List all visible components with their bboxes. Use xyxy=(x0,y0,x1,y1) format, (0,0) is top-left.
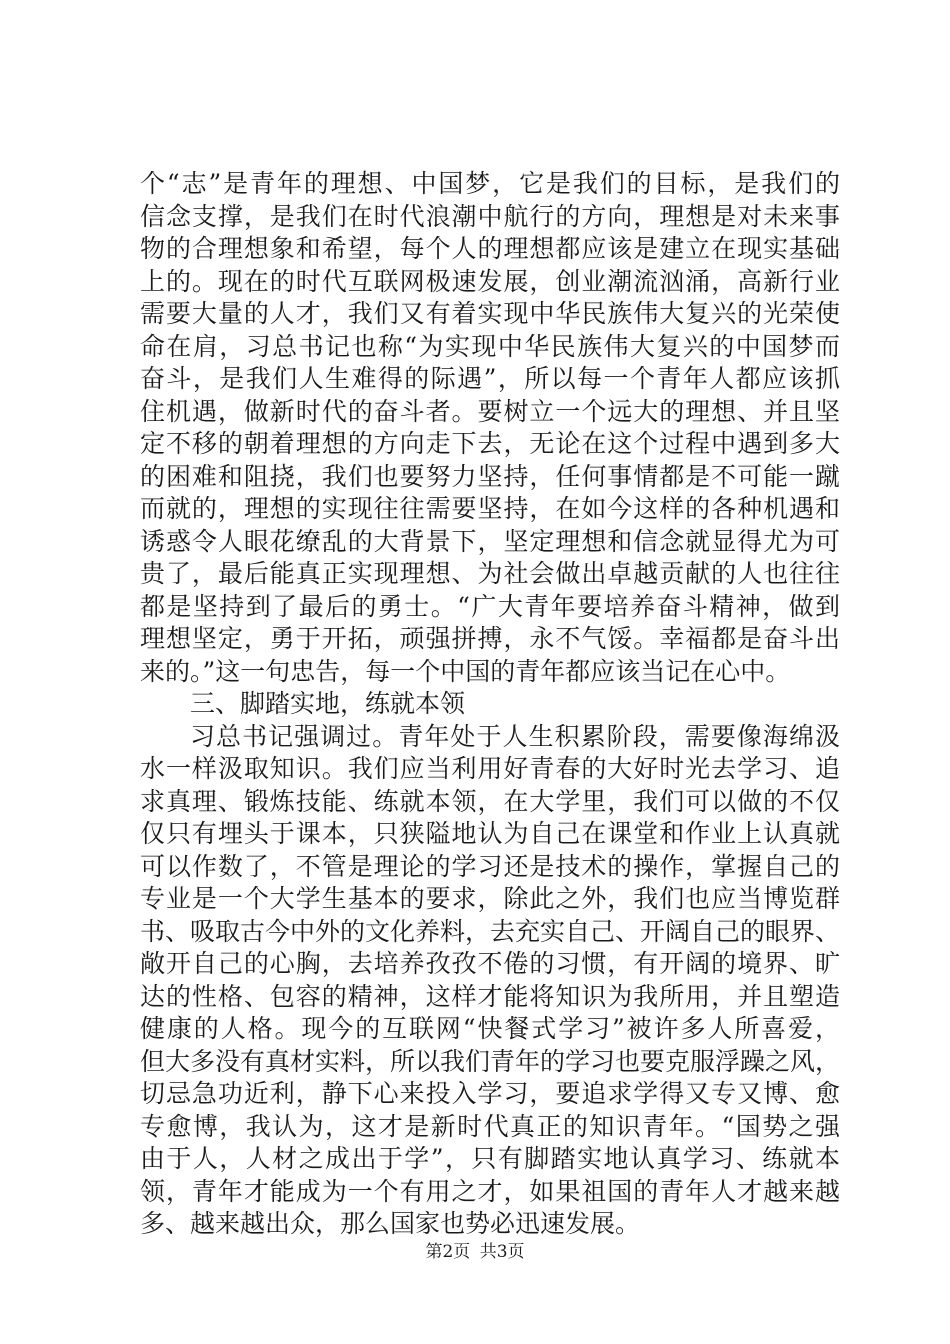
paragraph-line: 定不移的朝着理想的方向走下去，无论在这个过程中遇到多大 xyxy=(140,429,840,458)
paragraph-line: 可以作数了，不管是理论的学习还是技术的操作，掌握自己的 xyxy=(140,851,840,881)
paragraph-line: 专愈博，我认为，这才是新时代真正的知识青年。“国势之强 xyxy=(140,1111,840,1141)
paragraph-line: 贵了，最后能真正实现理想、为社会做出卓越贡献的人也往往 xyxy=(140,559,840,588)
paragraph-line: 达的性格、包容的精神，这样才能将知识为我所用，并且塑造 xyxy=(140,981,840,1011)
paragraph-line: 个“志”是青年的理想、中国梦，它是我们的目标，是我们的 xyxy=(140,169,840,198)
document-body xyxy=(140,168,840,1241)
paragraph-line: 多、越来越出众，那么国家也势必迅速发展。 xyxy=(140,1209,641,1238)
paragraph-line: 求真理、锻炼技能、练就本领，在大学里，我们可以做的不仅 xyxy=(140,786,840,816)
paragraph-line: 诱惑令人眼花缭乱的大背景下，坚定理想和信念就显得尤为可 xyxy=(140,526,840,556)
paragraph-line: 的困难和阻挠，我们也要努力坚持，任何事情都是不可能一蹴 xyxy=(140,461,840,491)
paragraph-line: 命在肩，习总书记也称“为实现中华民族伟大复兴的中国梦而 xyxy=(140,331,840,361)
paragraph-line: 敞开自己的心胸，去培养孜孜不倦的习惯，有开阔的境界、旷 xyxy=(140,949,840,978)
paragraph-line: 都是坚持到了最后的勇士。“广大青年要培养奋斗精神，做到 xyxy=(140,591,840,621)
paragraph-line: 健康的人格。现今的互联网“快餐式学习”被许多人所喜爱， xyxy=(140,1014,840,1043)
paragraph-line: 书、吸取古今中外的文化养料，去充实自己、开阔自己的眼界、 xyxy=(140,916,841,946)
paragraph-line: 住机遇，做新时代的奋斗者。要树立一个远大的理想、并且坚 xyxy=(140,396,840,426)
page-number: 第2页 xyxy=(425,1242,471,1262)
paragraph-line: 专业是一个大学生基本的要求，除此之外，我们也应当博览群 xyxy=(140,884,840,913)
page-total: 共3页 xyxy=(479,1242,525,1262)
paragraph-line: 习总书记强调过。青年处于人生积累阶段，需要像海绵汲 xyxy=(190,721,840,751)
paragraph-line: 水一样汲取知识。我们应当利用好青春的大好时光去学习、追 xyxy=(140,754,840,783)
paragraph-line: 物的合理想象和希望，每个人的理想都应该是建立在现实基础 xyxy=(140,234,840,263)
paragraph-line: 由于人，人材之成出于学”，只有脚踏实地认真学习、练就本 xyxy=(140,1144,840,1173)
paragraph-line: 需要大量的人才，我们又有着实现中华民族伟大复兴的光荣使 xyxy=(140,299,840,328)
section-heading: 三、脚踏实地，练就本领 xyxy=(190,689,466,718)
paragraph-line: 领，青年才能成为一个有用之才，如果祖国的青年人才越来越 xyxy=(140,1176,840,1206)
paragraph-line: 而就的，理想的实现往往需要坚持，在如今这样的各种机遇和 xyxy=(140,494,840,523)
paragraph-line: 仅只有埋头于课本，只狭隘地认为自己在课堂和作业上认真就 xyxy=(140,819,840,848)
paragraph-line: 但大多没有真材实料，所以我们青年的学习也要克服浮躁之风， xyxy=(140,1046,841,1076)
paragraph-line: 理想坚定，勇于开拓，顽强拼搏，永不气馁。幸福都是奋斗出 xyxy=(140,624,840,653)
paragraph-line: 上的。现在的时代互联网极速发展，创业潮流汹涌，高新行业 xyxy=(140,266,840,296)
paragraph-line: 信念支撑，是我们在时代浪潮中航行的方向，理想是对未来事 xyxy=(140,201,840,231)
page-footer xyxy=(0,1240,950,1264)
paragraph-line: 来的。”这一句忠告，每一个中国的青年都应该当记在心中。 xyxy=(140,656,791,686)
paragraph-line: 奋斗，是我们人生难得的际遇”，所以每一个青年人都应该抓 xyxy=(140,364,840,393)
paragraph-line: 切忌急功近利，静下心来投入学习，要追求学得又专又博、愈 xyxy=(140,1079,840,1108)
